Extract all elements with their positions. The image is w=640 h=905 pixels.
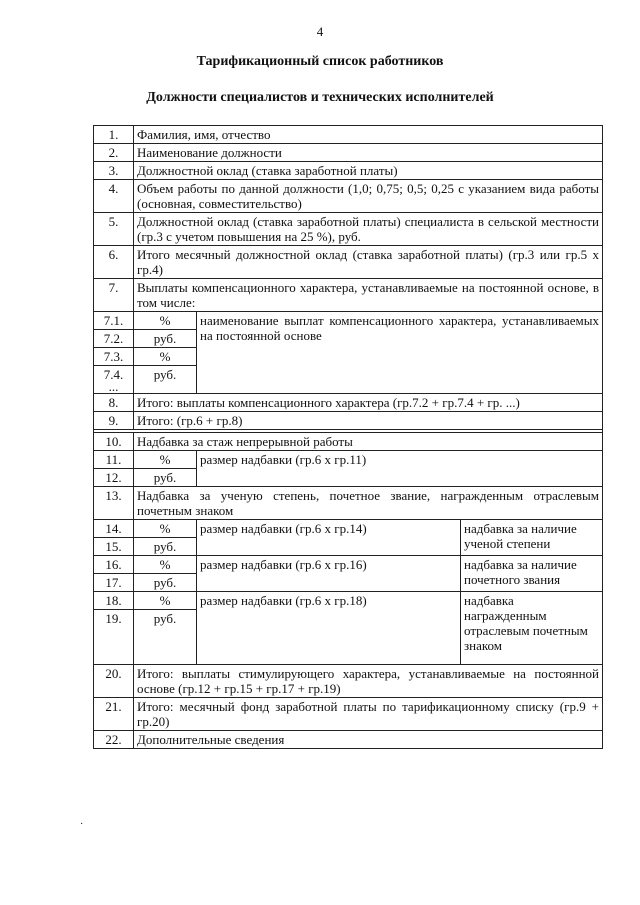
row-number: 7. [94, 279, 134, 312]
row-number: 14. [94, 520, 134, 538]
table-row [94, 246, 603, 279]
tariff-table [93, 125, 603, 749]
row-unit: руб. [134, 366, 197, 394]
row-text: Итого: выплаты компенсационного характера (гр.7.2 + гр.7.4 + гр. ...) [134, 394, 603, 412]
row-number: 11. [94, 451, 134, 469]
row-number: 7.2. [94, 330, 134, 348]
document-subtitle: Должности специалистов и технических исполнителей [146, 90, 494, 105]
row-number: 9. [94, 412, 134, 430]
row-number: 1. [94, 126, 134, 144]
row-number: 7.3. [94, 348, 134, 366]
row-number: 16. [94, 556, 134, 574]
row-text: размер надбавки (гр.6 х гр.18) [197, 592, 461, 665]
stray-mark: · [80, 819, 84, 830]
table-row [94, 487, 603, 520]
row-text: Надбавка за стаж непрерывной работы [134, 433, 603, 451]
row-number: 18. [94, 592, 134, 610]
table-row [94, 665, 603, 698]
row-text: Надбавка за ученую степень, почетное звание, награжденным отраслевым почетным знаком [134, 487, 603, 520]
row-text: Итого месячный должностной оклад (ставка заработной платы) (гр.3 или гр.5 х гр.4) [134, 246, 603, 279]
table-row [94, 698, 603, 731]
table-row [94, 180, 603, 213]
compensation-description: наименование выплат компенсационного характера, устанавливаемых на постоянной основе [197, 312, 603, 394]
table-row [94, 556, 603, 574]
row-unit: руб. [134, 538, 197, 556]
document-title: Тарификационный список работников [196, 54, 444, 69]
table-row [94, 312, 603, 330]
row-note: надбавка за наличие ученой степени [461, 520, 603, 556]
continuation-dots: ... [108, 379, 119, 394]
row-text: Итого: (гр.6 + гр.8) [134, 412, 603, 430]
row-text: Объем работы по данной должности (1,0; 0,75; 0,5; 0,25 с указанием вида работы (основная, совместительство) [134, 180, 603, 213]
row-text: Выплаты компенсационного характера, устанавливаемые на постоянной основе, в том числе: [134, 279, 603, 312]
row-number: 8. [94, 394, 134, 412]
row-unit: % [134, 348, 197, 366]
table-row [94, 279, 603, 312]
row-number: 2. [94, 144, 134, 162]
row-unit: руб. [134, 330, 197, 348]
row-number: 10. [94, 433, 134, 451]
table-row [94, 213, 603, 246]
row-number: 6. [94, 246, 134, 279]
row-unit: руб. [134, 469, 197, 487]
row-text: Должностной оклад (ставка заработной платы) [134, 162, 603, 180]
row-unit: руб. [134, 610, 197, 665]
row-text: Итого: выплаты стимулирующего характера, устанавливаемые на постоянной основе (гр.12 + гр.15 + гр.17 + гр.19) [134, 665, 603, 698]
table-row [94, 144, 603, 162]
row-text: Наименование должности [134, 144, 603, 162]
row-number: 12. [94, 469, 134, 487]
row-note: надбавка награжденным отраслевым почетным знаком [461, 592, 603, 665]
row-number: 4. [94, 180, 134, 213]
row-unit: % [134, 451, 197, 469]
row-number: 19. [94, 610, 134, 665]
row-text: Должностной оклад (ставка заработной платы) специалиста в сельской местности (гр.3 с учетом повышения на 25 %), руб. [134, 213, 603, 246]
row-number: 21. [94, 698, 134, 731]
row-text: размер надбавки (гр.6 х гр.14) [197, 520, 461, 556]
row-text: Итого: месячный фонд заработной платы по тарификационному списку (гр.9 + гр.20) [134, 698, 603, 731]
row-number: 5. [94, 213, 134, 246]
row-number: 15. [94, 538, 134, 556]
row-number-cell [94, 366, 134, 394]
table-row [94, 451, 603, 469]
row-text: размер надбавки (гр.6 х гр.11) [197, 451, 603, 487]
row-text: Дополнительные сведения [134, 731, 603, 749]
row-unit: % [134, 592, 197, 610]
table-row [94, 394, 603, 412]
table-row [94, 731, 603, 749]
page-number: 4 [316, 24, 324, 39]
table-row [94, 433, 603, 451]
row-number: 20. [94, 665, 134, 698]
row-number: 22. [94, 731, 134, 749]
row-unit: руб. [134, 574, 197, 592]
row-number: 7.1. [94, 312, 134, 330]
table-row [94, 592, 603, 610]
row-note: надбавка за наличие почетного звания [461, 556, 603, 592]
table-row [94, 162, 603, 180]
table-row [94, 412, 603, 430]
table-row [94, 126, 603, 144]
row-text: Фамилия, имя, отчество [134, 126, 603, 144]
row-unit: % [134, 556, 197, 574]
row-number: 3. [94, 162, 134, 180]
row-text: размер надбавки (гр.6 х гр.16) [197, 556, 461, 592]
row-number: 7.4. [103, 367, 124, 382]
row-unit: % [134, 312, 197, 330]
row-unit: % [134, 520, 197, 538]
row-number: 13. [94, 487, 134, 520]
row-number: 17. [94, 574, 134, 592]
table-row [94, 520, 603, 538]
